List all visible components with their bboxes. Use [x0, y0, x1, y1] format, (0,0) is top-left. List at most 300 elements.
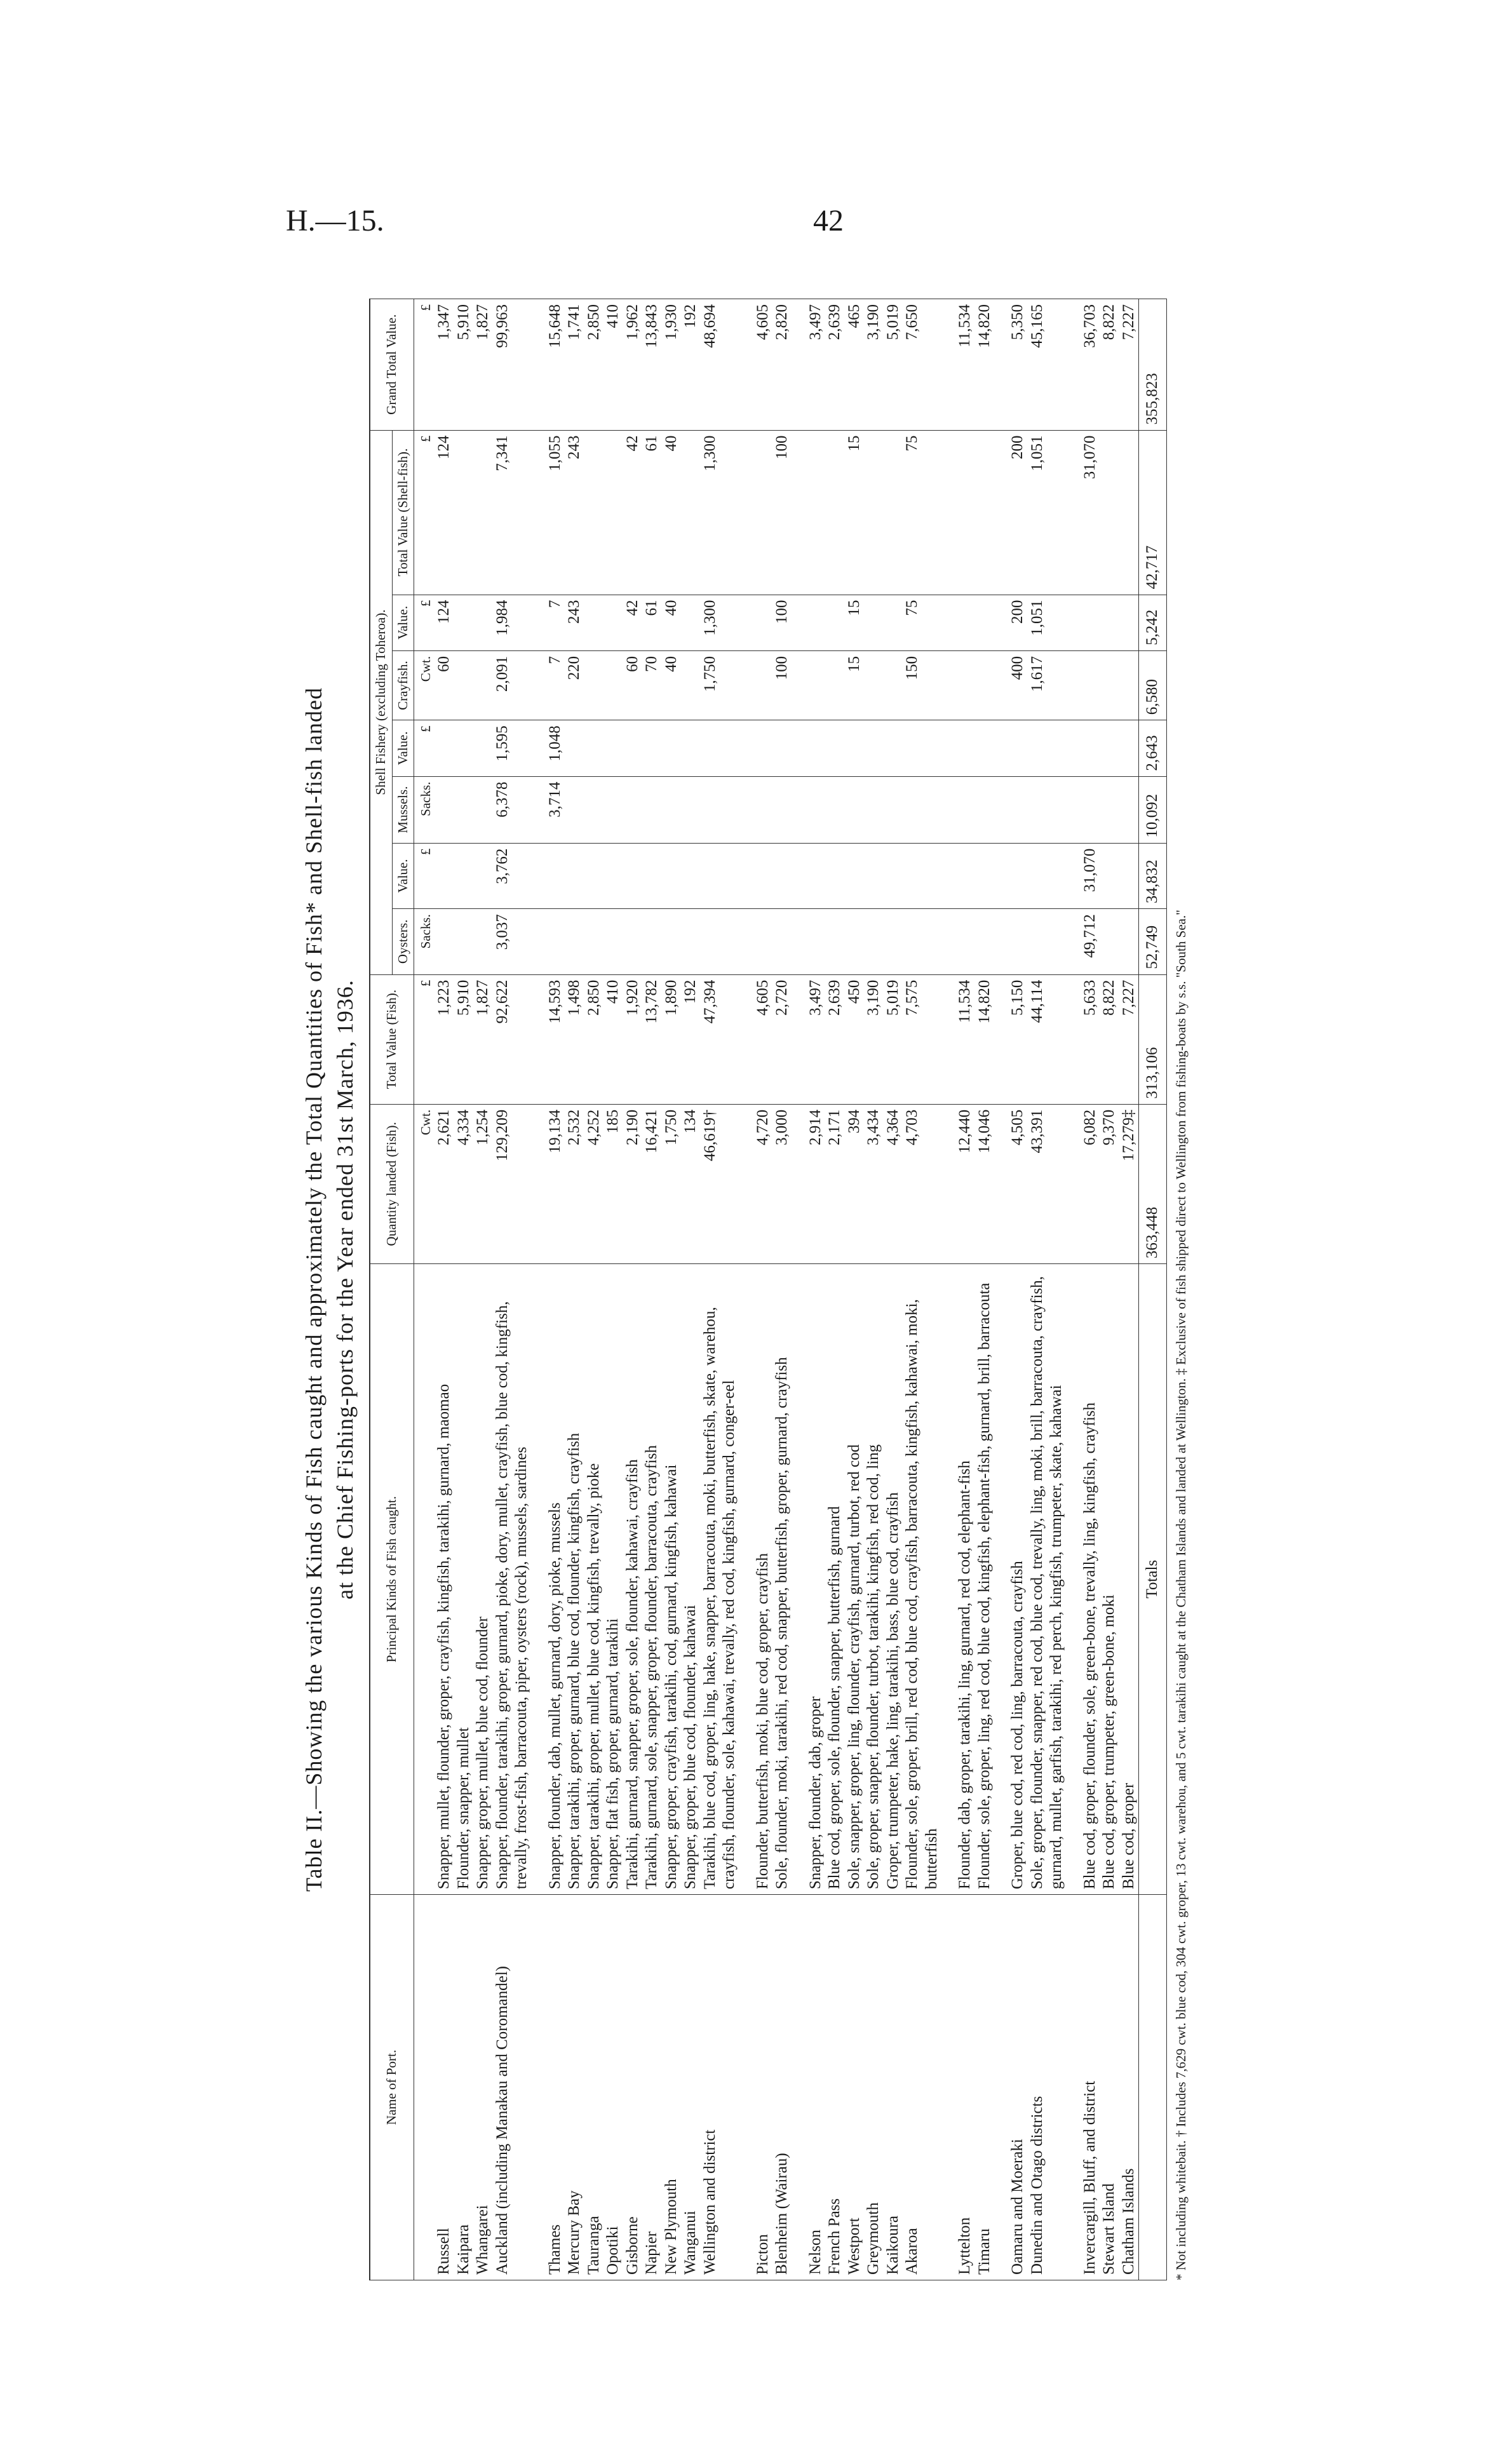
- cell-quantity: 394: [845, 1104, 865, 1263]
- cell-crayfish: 7: [532, 650, 565, 720]
- cell-oyster-value: [1028, 843, 1067, 908]
- table-row: [1028, 299, 1067, 2280]
- cell-crayfish-value: 7: [532, 595, 565, 650]
- cell-fish-kinds: Snapper, flounder, tarakihi, groper, gurnard, pioke, dory, mullet, crayfish, blue cod, kingfish, trevally, frost-fish, barracouta, piper, oysters (rock), mussels, sardines: [493, 1264, 532, 1895]
- cell-grand-total: 8,822: [1100, 299, 1119, 431]
- cell-mussels: [1119, 776, 1139, 843]
- cell-port: Tauranga: [584, 1895, 604, 2280]
- table-row: [792, 299, 826, 2280]
- cell-mussel-value: [681, 720, 701, 776]
- cell-oyster-value: [1119, 843, 1139, 908]
- cell-total-value-fish: 14,593: [532, 974, 565, 1104]
- cell-mussel-value: [1028, 720, 1067, 776]
- col-quantity: Quantity landed (Fish).: [370, 1104, 414, 1263]
- cell-crayfish: 150: [903, 650, 941, 720]
- cell-quantity: 4,252: [584, 1104, 604, 1263]
- cell-crayfish-value: [603, 595, 623, 650]
- cell-port: Timaru: [975, 1895, 995, 2280]
- cell-oysters: [701, 909, 739, 974]
- cell-quantity: 4,364: [884, 1104, 903, 1263]
- cell-oysters: [565, 909, 584, 974]
- cell-quantity: 2,171: [825, 1104, 845, 1263]
- cell-crayfish: [603, 650, 623, 720]
- cell-oysters: [1119, 909, 1139, 974]
- col-oyster-value: Value.: [392, 843, 414, 908]
- cell-total-value-fish: 3,190: [864, 974, 884, 1104]
- table-row: [864, 299, 884, 2280]
- cell-quantity: 185: [603, 1104, 623, 1263]
- cell-total-value-shell: [584, 430, 604, 595]
- cell-mussel-value: [1067, 720, 1100, 776]
- cell-grand-total: 1,347: [435, 299, 454, 431]
- cell-oysters: [623, 909, 643, 974]
- cell-total-value-fish: 5,633: [1067, 974, 1100, 1104]
- cell-mussels: [1067, 776, 1100, 843]
- cell-oyster-value: [681, 843, 701, 908]
- cell-oyster-value: [1100, 843, 1119, 908]
- cell-oyster-value: [603, 843, 623, 908]
- cell-fish-kinds: Flounder, sole, groper, ling, red cod, blue cod, kingfish, elephant-fish, gurnard, brill, barracouta: [975, 1264, 995, 1895]
- cell-fish-kinds: Tarakihi, gurnard, sole, snapper, groper, flounder, barracouta, crayfish: [642, 1264, 662, 1895]
- cell-mussel-value: [864, 720, 884, 776]
- cell-oysters: [975, 909, 995, 974]
- cell-fish-kinds: Blue cod, groper, trumpeter, green-bone, moki: [1100, 1264, 1119, 1895]
- table-row: [903, 299, 941, 2280]
- cell-port: Whangarei: [473, 1895, 493, 2280]
- table-row: [825, 299, 845, 2280]
- cell-total-value-shell: 200: [994, 430, 1028, 595]
- unit-mussels: Sacks.: [414, 776, 435, 843]
- footnote-text: * Not including whitebait. † Includes 7,629 cwt. blue cod, 304 cwt. groper, 13 cwt. warehou, and 5 cwt. tarakihi caught at the Chatham Islands and landed at Wellington. ‡ Exclusive of fish shipped direct to Wellington from fishing-boats by s.s. "South Sea.": [1173, 910, 1189, 2280]
- cell-total-value-shell: 31,070: [1067, 430, 1100, 595]
- cell-crayfish-value: 75: [903, 595, 941, 650]
- cell-grand-total: 465: [845, 299, 865, 431]
- cell-port: New Plymouth: [662, 1895, 682, 2280]
- cell-fish-kinds: Sole, flounder, moki, tarakihi, red cod, snapper, butterfish, groper, gurnard, crayfish: [772, 1264, 792, 1895]
- cell-grand-total: 3,190: [864, 299, 884, 431]
- cell-total-value-fish: 8,822: [1100, 974, 1119, 1104]
- col-oysters: Oysters.: [392, 909, 414, 974]
- cell-port: Westport: [845, 1895, 865, 2280]
- cell-fish-kinds: Blue cod, groper, sole, flounder, snapper, butterfish, gurnard: [825, 1264, 845, 1895]
- cell-total-value-fish: 13,782: [642, 974, 662, 1104]
- unit-oysters: Sacks.: [414, 909, 435, 974]
- cell-mussels: [739, 776, 773, 843]
- cell-fish-kinds: Snapper, flounder, dab, groper: [792, 1264, 826, 1895]
- cell-oysters: [584, 909, 604, 974]
- cell-crayfish: [1100, 650, 1119, 720]
- cell-quantity: 3,000: [772, 1104, 792, 1263]
- document-code: H.—15.: [286, 204, 384, 238]
- cell-quantity: 46,619†: [701, 1104, 739, 1263]
- cell-crayfish: [584, 650, 604, 720]
- cell-quantity: 2,190: [623, 1104, 643, 1263]
- table-row: [701, 299, 739, 2280]
- cell-mussel-value: [994, 720, 1028, 776]
- cell-mussel-value: [642, 720, 662, 776]
- cell-mussel-value: [603, 720, 623, 776]
- table-row: [584, 299, 604, 2280]
- cell-crayfish: 60: [435, 650, 454, 720]
- cell-mussels: 6,378: [493, 776, 532, 843]
- unit-row: [414, 299, 435, 2280]
- cell-oysters: 3,037: [493, 909, 532, 974]
- cell-crayfish-value: 100: [772, 595, 792, 650]
- cell-crayfish: [975, 650, 995, 720]
- cell-crayfish-value: 1,300: [701, 595, 739, 650]
- totals-label: Totals: [1139, 1264, 1167, 1895]
- cell-mussels: [642, 776, 662, 843]
- cell-mussels: [903, 776, 941, 843]
- table-row: [493, 299, 532, 2280]
- cell-grand-total: 1,962: [623, 299, 643, 431]
- unit-mussel-value: £: [414, 720, 435, 776]
- cell-total-value-fish: 14,820: [975, 974, 995, 1104]
- cell-grand-total: 14,820: [975, 299, 995, 431]
- unit-crayfish-value: £: [414, 595, 435, 650]
- cell-crayfish-value: [1119, 595, 1139, 650]
- cell-total-value-shell: [975, 430, 995, 595]
- cell-total-value-fish: 1,890: [662, 974, 682, 1104]
- cell-quantity: 43,391: [1028, 1104, 1067, 1263]
- cell-oyster-value: [584, 843, 604, 908]
- table-row: [473, 299, 493, 2280]
- cell-grand-total: 5,019: [884, 299, 903, 431]
- cell-fish-kinds: Snapper, groper, blue cod, flounder, kahawai: [681, 1264, 701, 1895]
- cell-crayfish: 70: [642, 650, 662, 720]
- unit-quantity: Cwt.: [414, 1104, 435, 1263]
- cell-crayfish: [941, 650, 975, 720]
- cell-oyster-value: [623, 843, 643, 908]
- cell-mussels: [975, 776, 995, 843]
- cell-mussel-value: [739, 720, 773, 776]
- cell-mussel-value: [565, 720, 584, 776]
- cell-grand-total: 1,827: [473, 299, 493, 431]
- cell-total-value-shell: [941, 430, 975, 595]
- cell-crayfish: 1,750: [701, 650, 739, 720]
- rotated-table-block: [299, 299, 1455, 2280]
- cell-crayfish-value: [1100, 595, 1119, 650]
- table-title: [299, 299, 360, 2280]
- cell-oyster-value: [884, 843, 903, 908]
- totals-total-value-shell: 42,717: [1139, 430, 1167, 595]
- cell-quantity: 1,750: [662, 1104, 682, 1263]
- cell-fish-kinds: Flounder, sole, groper, brill, red cod, blue cod, crayfish, barracouta, kingfish, kahawai, moki, butterfish: [903, 1264, 941, 1895]
- cell-port: Nelson: [792, 1895, 826, 2280]
- cell-port: Greymouth: [864, 1895, 884, 2280]
- cell-mussel-value: [884, 720, 903, 776]
- table-row: [975, 299, 995, 2280]
- totals-row: [1139, 299, 1167, 2280]
- cell-mussels: [1100, 776, 1119, 843]
- cell-total-value-fish: 1,827: [473, 974, 493, 1104]
- cell-mussel-value: [454, 720, 474, 776]
- cell-oysters: [642, 909, 662, 974]
- cell-mussel-value: [772, 720, 792, 776]
- cell-mussel-value: [1100, 720, 1119, 776]
- fish-landings-table: [369, 299, 1166, 2280]
- cell-grand-total: 13,843: [642, 299, 662, 431]
- cell-quantity: 4,720: [739, 1104, 773, 1263]
- cell-fish-kinds: Flounder, dab, groper, tarakihi, ling, gurnard, red cod, elephant-fish: [941, 1264, 975, 1895]
- cell-quantity: 2,914: [792, 1104, 826, 1263]
- cell-oysters: [845, 909, 865, 974]
- table-row: [603, 299, 623, 2280]
- cell-grand-total: 45,165: [1028, 299, 1067, 431]
- cell-port: Lyttelton: [941, 1895, 975, 2280]
- cell-oyster-value: [864, 843, 884, 908]
- cell-crayfish: 220: [565, 650, 584, 720]
- totals-crayfish-value: 5,242: [1139, 595, 1167, 650]
- cell-total-value-shell: [1100, 430, 1119, 595]
- cell-oyster-value: [454, 843, 474, 908]
- cell-oysters: [792, 909, 826, 974]
- cell-crayfish-value: 1,984: [493, 595, 532, 650]
- cell-port: Oamaru and Moeraki: [994, 1895, 1028, 2280]
- cell-oyster-value: [845, 843, 865, 908]
- cell-fish-kinds: Snapper, flat fish, groper, gurnard, tarakihi: [603, 1264, 623, 1895]
- table-row: [642, 299, 662, 2280]
- cell-mussel-value: [975, 720, 995, 776]
- col-mussels: Mussels.: [392, 776, 414, 843]
- cell-total-value-shell: 61: [642, 430, 662, 595]
- cell-total-value-shell: [603, 430, 623, 595]
- cell-grand-total: 36,703: [1067, 299, 1100, 431]
- col-shell-group: Shell Fishery (excluding Toheroa).: [370, 430, 392, 974]
- cell-total-value-shell: 40: [662, 430, 682, 595]
- cell-grand-total: 11,534: [941, 299, 975, 431]
- cell-crayfish: [739, 650, 773, 720]
- cell-mussels: [864, 776, 884, 843]
- cell-crayfish: 40: [662, 650, 682, 720]
- cell-port: Stewart Island: [1100, 1895, 1119, 2280]
- cell-mussels: [435, 776, 454, 843]
- cell-quantity: 2,621: [435, 1104, 454, 1263]
- cell-total-value-shell: 15: [845, 430, 865, 595]
- cell-total-value-shell: 75: [903, 430, 941, 595]
- cell-oysters: [662, 909, 682, 974]
- cell-mussel-value: [623, 720, 643, 776]
- table-body: [414, 299, 1139, 2280]
- table-title-line-2: at the Chief Fishing-ports for the Year ended 31st March, 1936.: [332, 980, 358, 1599]
- cell-port: Gisborne: [623, 1895, 643, 2280]
- cell-oyster-value: [903, 843, 941, 908]
- cell-mussels: [623, 776, 643, 843]
- cell-grand-total: 410: [603, 299, 623, 431]
- cell-total-value-fish: 47,394: [701, 974, 739, 1104]
- cell-mussel-value: [1119, 720, 1139, 776]
- cell-quantity: 19,134: [532, 1104, 565, 1263]
- cell-total-value-fish: 1,498: [565, 974, 584, 1104]
- cell-oysters: [884, 909, 903, 974]
- cell-crayfish: [681, 650, 701, 720]
- cell-mussel-value: [701, 720, 739, 776]
- cell-port: Wanganui: [681, 1895, 701, 2280]
- cell-oyster-value: [701, 843, 739, 908]
- cell-total-value-shell: 100: [772, 430, 792, 595]
- cell-total-value-shell: 7,341: [493, 430, 532, 595]
- cell-crayfish-value: 15: [845, 595, 865, 650]
- table-row: [884, 299, 903, 2280]
- cell-oyster-value: [772, 843, 792, 908]
- cell-mussels: [584, 776, 604, 843]
- cell-port: Picton: [739, 1895, 773, 2280]
- cell-crayfish-value: [792, 595, 826, 650]
- col-total-value-fish: Total Value (Fish).: [370, 974, 414, 1104]
- col-total-value-shell: Total Value (Shell-fish).: [392, 430, 414, 595]
- cell-fish-kinds: Tarakihi, gurnard, snapper, groper, sole, flounder, kahawai, crayfish: [623, 1264, 643, 1895]
- cell-grand-total: 2,639: [825, 299, 845, 431]
- cell-fish-kinds: Sole, groper, flounder, snapper, red cod, blue cod, trevally, ling, moki, brill, barracouta, crayfish, gurnard, mullet, garfish, tarakihi, red perch, kingfish, trumpeter, skate, kahawai: [1028, 1264, 1067, 1895]
- cell-grand-total: 5,350: [994, 299, 1028, 431]
- cell-crayfish-value: 42: [623, 595, 643, 650]
- unit-crayfish: Cwt.: [414, 650, 435, 720]
- cell-quantity: 9,370: [1100, 1104, 1119, 1263]
- cell-grand-total: 15,648: [532, 299, 565, 431]
- cell-total-value-fish: 1,223: [435, 974, 454, 1104]
- cell-grand-total: 1,930: [662, 299, 682, 431]
- unit-total-value-fish: £: [414, 974, 435, 1104]
- table-row: [435, 299, 454, 2280]
- cell-crayfish-value: [825, 595, 845, 650]
- cell-oysters: [473, 909, 493, 974]
- cell-oysters: [1100, 909, 1119, 974]
- cell-mussels: [994, 776, 1028, 843]
- cell-crayfish-value: 40: [662, 595, 682, 650]
- table-row: [623, 299, 643, 2280]
- cell-port: Dunedin and Otago districts: [1028, 1895, 1067, 2280]
- cell-grand-total: 192: [681, 299, 701, 431]
- footnotes: [1173, 299, 1189, 2280]
- cell-crayfish-value: [1067, 595, 1100, 650]
- cell-total-value-fish: 2,850: [584, 974, 604, 1104]
- cell-mussels: [845, 776, 865, 843]
- cell-quantity: 129,209: [493, 1104, 532, 1263]
- table-row: [772, 299, 792, 2280]
- cell-port: Invercargill, Bluff, and district: [1067, 1895, 1100, 2280]
- cell-quantity: 134: [681, 1104, 701, 1263]
- table-row: [681, 299, 701, 2280]
- cell-total-value-fish: 410: [603, 974, 623, 1104]
- cell-crayfish-value: 200: [994, 595, 1028, 650]
- cell-crayfish: 100: [772, 650, 792, 720]
- cell-oysters: [739, 909, 773, 974]
- cell-port: Mercury Bay: [565, 1895, 584, 2280]
- cell-mussels: [792, 776, 826, 843]
- cell-oysters: [454, 909, 474, 974]
- cell-mussels: 3,714: [532, 776, 565, 843]
- cell-quantity: 16,421: [642, 1104, 662, 1263]
- cell-crayfish: 400: [994, 650, 1028, 720]
- cell-mussel-value: 1,595: [493, 720, 532, 776]
- cell-total-value-fish: 5,150: [994, 974, 1028, 1104]
- totals-mussels: 10,092: [1139, 776, 1167, 843]
- cell-oysters: [903, 909, 941, 974]
- cell-total-value-shell: [1119, 430, 1139, 595]
- cell-port: Chatham Islands: [1119, 1895, 1139, 2280]
- cell-quantity: 4,505: [994, 1104, 1028, 1263]
- cell-quantity: 14,046: [975, 1104, 995, 1263]
- cell-grand-total: 5,910: [454, 299, 474, 431]
- cell-fish-kinds: Blue cod, groper, flounder, sole, green-bone, trevally, ling, kingfish, crayfish: [1067, 1264, 1100, 1895]
- cell-mussel-value: 1,048: [532, 720, 565, 776]
- unit-oyster-value: £: [414, 843, 435, 908]
- cell-total-value-fish: 5,910: [454, 974, 474, 1104]
- cell-fish-kinds: Tarakihi, blue cod, groper, ling, hake, snapper, barracouta, moki, butterfish, skate, warehou, crayfish, flounder, sole, kahawai, trevally, red cod, kingfish, gurnard, conger-eel: [701, 1264, 739, 1895]
- cell-oyster-value: [565, 843, 584, 908]
- cell-crayfish-value: 1,051: [1028, 595, 1067, 650]
- cell-oyster-value: [739, 843, 773, 908]
- unit-total-value-shell: £: [414, 430, 435, 595]
- totals-quantity: 363,448: [1139, 1104, 1167, 1263]
- cell-total-value-shell: [884, 430, 903, 595]
- cell-port: Akaroa: [903, 1895, 941, 2280]
- cell-crayfish-value: 61: [642, 595, 662, 650]
- cell-oyster-value: [941, 843, 975, 908]
- cell-mussels: [681, 776, 701, 843]
- cell-oysters: [435, 909, 454, 974]
- cell-total-value-shell: [792, 430, 826, 595]
- cell-crayfish-value: [975, 595, 995, 650]
- cell-total-value-fish: 7,227: [1119, 974, 1139, 1104]
- cell-quantity: 2,532: [565, 1104, 584, 1263]
- cell-total-value-shell: [825, 430, 845, 595]
- col-grand-total: Grand Total Value.: [370, 299, 414, 431]
- cell-oysters: [825, 909, 845, 974]
- cell-mussels: [1028, 776, 1067, 843]
- cell-oyster-value: [473, 843, 493, 908]
- cell-mussel-value: [845, 720, 865, 776]
- cell-total-value-shell: [864, 430, 884, 595]
- cell-mussels: [473, 776, 493, 843]
- cell-grand-total: 3,497: [792, 299, 826, 431]
- cell-total-value-shell: 1,051: [1028, 430, 1067, 595]
- cell-mussels: [603, 776, 623, 843]
- cell-crayfish: [473, 650, 493, 720]
- cell-fish-kinds: Snapper, tarakihi, groper, gurnard, blue cod, flounder, kingfish, crayfish: [565, 1264, 584, 1895]
- col-port: Name of Port.: [370, 1895, 414, 2280]
- cell-fish-kinds: Sole, groper, snapper, flounder, turbot, tarakihi, kingfish, red cod, ling: [864, 1264, 884, 1895]
- cell-oyster-value: [825, 843, 845, 908]
- cell-grand-total: 7,227: [1119, 299, 1139, 431]
- cell-grand-total: 48,694: [701, 299, 739, 431]
- cell-crayfish-value: [864, 595, 884, 650]
- cell-total-value-shell: 42: [623, 430, 643, 595]
- cell-quantity: 3,434: [864, 1104, 884, 1263]
- cell-grand-total: 4,605: [739, 299, 773, 431]
- cell-total-value-fish: 1,920: [623, 974, 643, 1104]
- cell-crayfish: [1067, 650, 1100, 720]
- cell-total-value-fish: 7,575: [903, 974, 941, 1104]
- cell-crayfish: 60: [623, 650, 643, 720]
- table-row: [532, 299, 565, 2280]
- cell-mussels: [941, 776, 975, 843]
- table-row: [994, 299, 1028, 2280]
- cell-fish-kinds: Sole, snapper, groper, ling, flounder, crayfish, gurnard, turbot, red cod: [845, 1264, 865, 1895]
- cell-grand-total: 1,741: [565, 299, 584, 431]
- totals-oysters: 52,749: [1139, 909, 1167, 974]
- cell-mussels: [565, 776, 584, 843]
- cell-grand-total: 99,963: [493, 299, 532, 431]
- cell-fish-kinds: Snapper, groper, crayfish, tarakihi, cod, gurnard, kingfish, kahawai: [662, 1264, 682, 1895]
- cell-total-value-shell: [473, 430, 493, 595]
- totals-crayfish: 6,580: [1139, 650, 1167, 720]
- cell-quantity: 12,440: [941, 1104, 975, 1263]
- col-mussel-value: Value.: [392, 720, 414, 776]
- cell-oyster-value: [975, 843, 995, 908]
- cell-fish-kinds: Flounder, snapper, mullet: [454, 1264, 474, 1895]
- cell-total-value-fish: 5,019: [884, 974, 903, 1104]
